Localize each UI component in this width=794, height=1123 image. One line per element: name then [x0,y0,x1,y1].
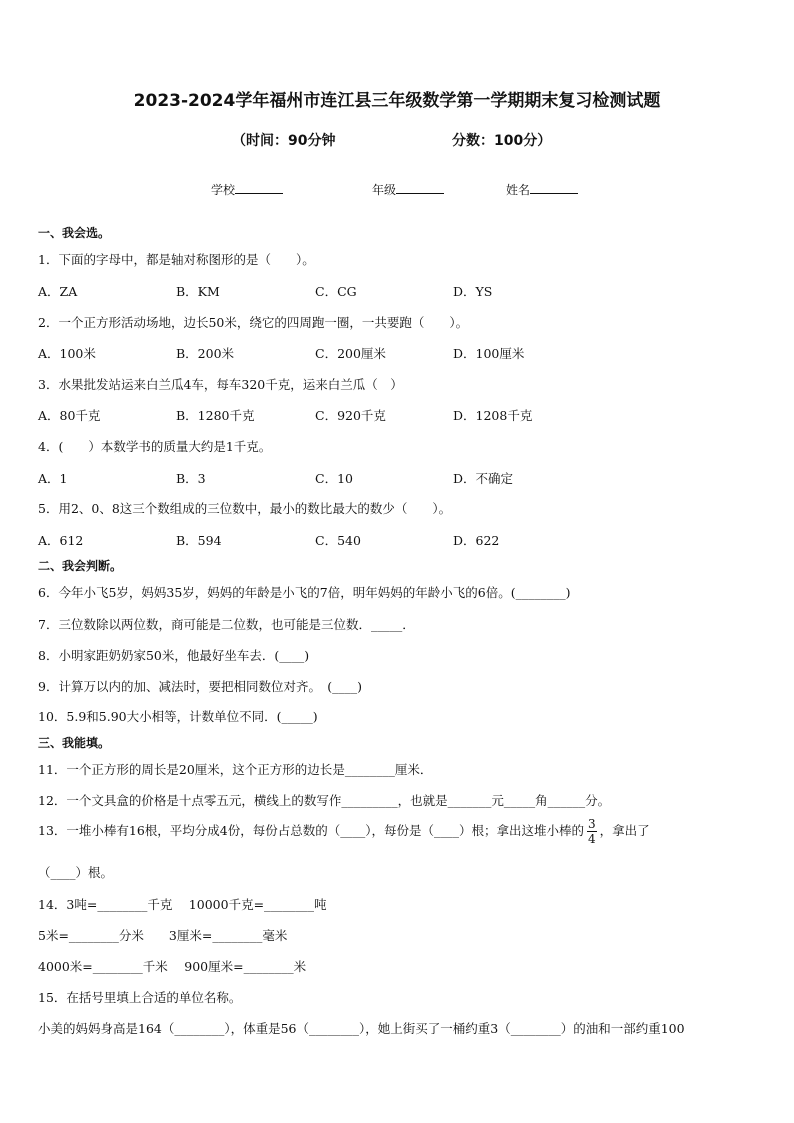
q4-option-d[interactable]: D．不确定 [453,471,514,486]
grade-label: 年级 [372,183,397,197]
question-9: 9．计算万以内的加、减法时，要把相同数位对齐。 (____) [38,679,362,694]
name-field [506,181,578,198]
name-blank[interactable] [530,181,578,194]
q3-option-c[interactable]: C．920千克 [315,408,386,423]
question-10: 10．5.9和5.90大小相等，计数单位不同．(_____) [38,709,318,724]
q3-option-a[interactable]: A．80千克 [38,408,101,423]
section-1-heading: 一、我会选。 [38,226,111,240]
question-14-row-3: 4000米=________千米 900厘米=________米 [38,959,307,974]
q2-option-a[interactable]: A．100米 [38,346,96,361]
question-12: 12．一个文具盒的价格是十点零五元，横线上的数写作_________，也就是_______元_____角______分。 [38,793,611,808]
question-5: 5．用2、0、8这三个数组成的三位数中，最小的数比最大的数少（ ）。 [38,501,452,516]
name-label: 姓名 [506,183,531,197]
q1-option-b[interactable]: B．KM [176,284,220,299]
section-2-heading: 二、我会判断。 [38,559,123,573]
q5-option-b[interactable]: B．594 [176,533,222,548]
question-13 [38,817,650,846]
question-14-row-2: 5米=________分米 3厘米=________毫米 [38,928,288,943]
q4-option-b[interactable]: B．3 [176,471,206,486]
q2-option-b[interactable]: B．200米 [176,346,235,361]
q2-option-c[interactable]: C．200厘米 [315,346,386,361]
grade-blank[interactable] [396,181,444,194]
q1-option-a[interactable]: A．ZA [38,284,78,299]
fraction-denominator: 4 [588,832,596,846]
q3-option-b[interactable]: B．1280千克 [176,408,255,423]
page-title: 2023-2024学年福州市连江县三年级数学第一学期期末复习检测试题 [133,91,661,111]
grade-field [372,181,444,198]
q1-option-d[interactable]: D．YS [453,284,493,299]
fraction-numerator: 3 [588,817,596,831]
q5-option-c[interactable]: C．540 [315,533,361,548]
q2-option-d[interactable]: D．100厘米 [453,346,525,361]
section-3-heading: 三、我能填。 [38,736,111,750]
question-13-continued: （____）根。 [38,865,114,880]
exam-meta [232,130,552,150]
fraction-three-quarters [587,817,597,846]
q13-text-a: 13．一堆小棒有16根，平均分成4份，每份占总数的（____），每份是（____）根；拿出这堆小棒的 [38,823,585,838]
school-blank[interactable] [235,181,283,194]
q1-option-c[interactable]: C．CG [315,284,357,299]
school-label: 学校 [211,183,236,197]
q13-text-b: ，拿出了 [599,823,650,838]
time-limit: （时间：90分钟 [232,133,336,149]
question-4: 4．( ）本数学书的质量大约是1千克。 [38,439,272,454]
question-2: 2．一个正方形活动场地，边长50米，绕它的四周跑一圈，一共要跑（ ）。 [38,315,469,330]
q5-option-a[interactable]: A．612 [38,533,84,548]
school-field [211,181,283,198]
q3-option-d[interactable]: D．1208千克 [453,408,533,423]
question-7: 7．三位数除以两位数，商可能是二位数，也可能是三位数．_____． [38,617,415,632]
question-1: 1．下面的字母中，都是轴对称图形的是（ ）。 [38,252,315,267]
question-15: 15．在括号里填上合适的单位名称。 [38,990,242,1005]
question-8: 8．小明家距奶奶家50米，他最好坐车去．(____) [38,648,310,663]
q4-option-a[interactable]: A．1 [38,471,68,486]
total-score: 分数：100分） [452,133,552,149]
question-6: 6．今年小飞5岁，妈妈35岁，妈妈的年龄是小飞的7倍，明年妈妈的年龄小飞的6倍。(________) [38,585,571,600]
question-15-line: 小美的妈妈身高是164（________），体重是56（________），她上街买了一桶约重3（________）的油和一部约重100 [38,1021,685,1036]
q5-option-d[interactable]: D．622 [453,533,500,548]
question-3: 3．水果批发站运来白兰瓜4车，每车320千克，运来白兰瓜（ ） [38,377,403,392]
q4-option-c[interactable]: C．10 [315,471,353,486]
question-14-row-1: 14．3吨=________千克 10000千克=________吨 [38,897,327,912]
question-11: 11．一个正方形的周长是20厘米，这个正方形的边长是________厘米． [38,762,433,777]
